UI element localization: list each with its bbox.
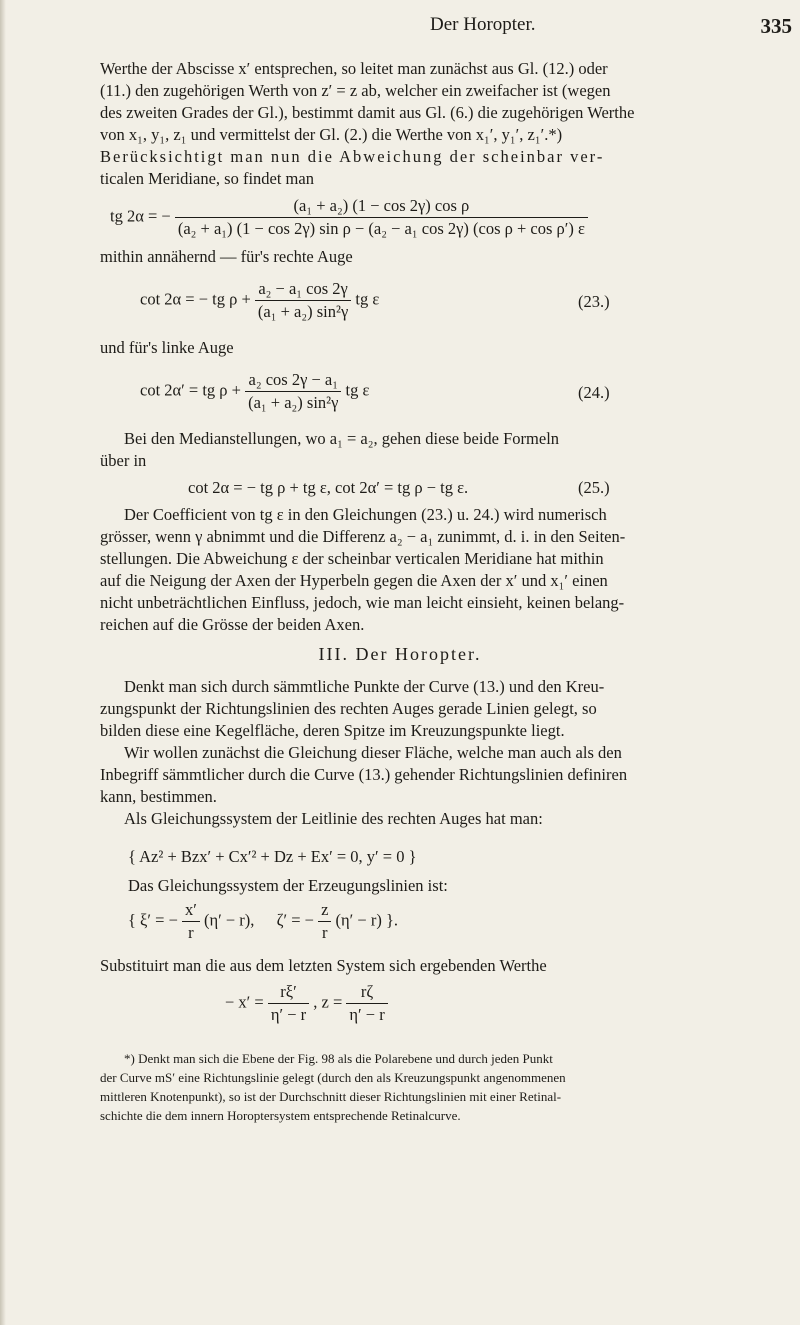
running-head: Der Horopter. bbox=[430, 14, 536, 35]
section-heading: III. Der Horopter. bbox=[318, 644, 482, 664]
fraction-numerator: a₂ cos 2γ − a₁ bbox=[245, 370, 341, 392]
equation-text: cot 2α = − tg ρ + tg ε, cot 2α′ = tg ρ − tg ε. bbox=[188, 478, 469, 497]
equation-part: − x′ = bbox=[225, 992, 264, 1012]
equation-text: { Az² + Bzx′ + Cx′² + Dz + Ex′ = 0, y′ = 0 } bbox=[128, 847, 417, 866]
paragraph-5 bbox=[100, 676, 793, 830]
text-line: kann, bestimmen. bbox=[100, 787, 217, 806]
equation-23 bbox=[140, 279, 379, 322]
text-line: reichen auf die Grösse der beiden Axen. bbox=[100, 615, 365, 634]
footnote-line: der Curve mS′ eine Richtungslinie gelegt (durch den als Kreuzungspunkt angenommenen bbox=[100, 1070, 566, 1085]
fraction-denominator: r bbox=[188, 923, 194, 942]
equation-fraction bbox=[245, 370, 341, 413]
fraction-numerator: rζ bbox=[346, 982, 387, 1004]
fraction-numerator: z bbox=[318, 900, 331, 922]
equation-lhs: tg 2α = − bbox=[110, 206, 171, 226]
equation-lhs: cot 2α = − tg ρ + bbox=[140, 289, 251, 309]
equation-fraction bbox=[318, 900, 331, 943]
equation-fraction bbox=[346, 982, 387, 1025]
spaced-emphasis: Berücksichtigt man nun die Abweichung der scheinbar ver- bbox=[100, 147, 605, 166]
text-line: (11.) den zugehörigen Werth von z′ = z ab, welcher ein zweifacher ist (wegen bbox=[100, 81, 611, 100]
equation-part: (η′ − r) bbox=[335, 910, 382, 930]
text-line: mithin annähernd — für's rechte Auge bbox=[100, 247, 353, 266]
page-header bbox=[100, 14, 792, 44]
text-substituirt bbox=[100, 955, 793, 977]
text-line: Als Gleichungssystem der Leitlinie des rechten Auges hat man: bbox=[124, 809, 543, 828]
equation-part: ζ′ = − bbox=[276, 910, 314, 930]
fraction-denominator: (a₂ + a₁) (1 − cos 2γ) sin ρ − (a₂ − a₁ cos 2γ) (cos ρ + cos ρ′) ε bbox=[177, 219, 585, 238]
text-line: ticalen Meridiane, so findet man bbox=[100, 169, 314, 188]
text-line: bilden diese eine Kegelfläche, deren Spitze im Kreuzungspunkte liegt. bbox=[100, 721, 565, 740]
text-line: Das Gleichungssystem der Erzeugungslinien ist: bbox=[128, 876, 448, 895]
equation-rhs: tg ε bbox=[355, 289, 380, 309]
text-line: stellungen. Die Abweichung ε der scheinbar verticalen Meridiane hat mithin bbox=[100, 549, 604, 568]
fraction-numerator: rξ′ bbox=[268, 982, 309, 1004]
equation-part: , z = bbox=[313, 992, 343, 1012]
footnote-line: *) Denkt man sich die Ebene der Fig. 98 als die Polarebene und durch jeden Punkt bbox=[124, 1051, 553, 1066]
text-line: Substituirt man die aus dem letzten System sich ergebenden Werthe bbox=[100, 956, 547, 975]
equation-rhs: tg ε bbox=[345, 380, 370, 400]
fraction-denominator: r bbox=[321, 923, 328, 942]
text-line: des zweiten Grades der Gl.), bestimmt damit aus Gl. (6.) die zugehörigen Werthe bbox=[100, 103, 635, 122]
footnote-line: schichte die dem innern Horoptersystem entsprechende Retinalcurve. bbox=[100, 1108, 461, 1123]
equation-fraction bbox=[182, 900, 200, 943]
equation-tg2a bbox=[110, 196, 588, 239]
equation-part: ξ′ = − bbox=[140, 910, 178, 930]
equation-number-25: (25.) bbox=[578, 478, 610, 497]
equation-fraction bbox=[255, 279, 351, 322]
text-line: und für's linke Auge bbox=[100, 338, 234, 357]
equation-erzeugungslinien: { ξ′ = − $\frac{x'}{r}$ (η′ − r), ζ′ = − $\frac{z}{r}$ (η′ − r) }. bbox=[128, 900, 398, 942]
equation-number-24: (24.) bbox=[578, 383, 610, 402]
text-line: zungspunkt der Richtungslinien des rechten Auges gerade Linien gelegt, so bbox=[100, 699, 597, 718]
text-line: Werthe der Abscisse x′ entsprechen, so leitet man zunächst aus Gl. (12.) oder bbox=[100, 59, 608, 78]
equation-part: (η′ − r), bbox=[203, 910, 255, 930]
text-line: Denkt man sich durch sämmtliche Punkte der Curve (13.) und den Kreu- bbox=[124, 677, 605, 696]
footnote-line: mittleren Knotenpunkt), so ist der Durchschnitt dieser Richtungslinien mit einer Retinal- bbox=[100, 1089, 562, 1104]
fraction-denominator: (a₁ + a₂) sin²γ bbox=[257, 302, 349, 321]
equation-fraction bbox=[268, 982, 309, 1025]
equation-fraction bbox=[175, 196, 588, 239]
equation-leitlinie bbox=[128, 847, 416, 867]
fraction-numerator: x′ bbox=[182, 900, 200, 922]
paragraph-3 bbox=[100, 428, 793, 472]
text-line: Wir wollen zunächst die Gleichung dieser Fläche, welche man auch als den bbox=[124, 743, 622, 762]
footnote bbox=[100, 1049, 793, 1125]
fraction-denominator: η′ − r bbox=[349, 1005, 385, 1024]
text-mithin bbox=[100, 246, 793, 268]
text-links bbox=[100, 337, 793, 359]
text-line: Bei den Medianstellungen, wo a₁ = a₂, gehen diese beide Formeln bbox=[124, 429, 560, 448]
page-number: 335 bbox=[760, 14, 792, 38]
fraction-denominator: (a₁ + a₂) sin²γ bbox=[248, 393, 339, 412]
equation-24 bbox=[140, 370, 369, 413]
text-line: von x₁, y₁, z₁ und vermittelst der Gl. (2.) die Werthe von x₁′, y₁′, z₁′.*) bbox=[100, 125, 563, 144]
equation-25 bbox=[188, 478, 468, 498]
equation-substitution bbox=[225, 982, 388, 1025]
fraction-numerator: a₂ − a₁ cos 2γ bbox=[255, 279, 351, 301]
text-line: grösser, wenn γ abnimmt und die Differenz a₂ − a₁ zunimmt, d. i. in den Seiten- bbox=[100, 527, 626, 546]
text-line: über in bbox=[100, 451, 147, 470]
fraction-denominator: η′ − r bbox=[270, 1005, 307, 1024]
equation-lhs: cot 2α′ = tg ρ + bbox=[140, 380, 241, 400]
text-line: nicht unbeträchtlichen Einfluss, jedoch, wie man leicht einsieht, keinen belang- bbox=[100, 593, 625, 612]
text-line: Inbegriff sämmtlicher durch die Curve (13.) gehender Richtungslinien definiren bbox=[100, 765, 628, 784]
text-line: Der Coefficient von tg ε in den Gleichungen (23.) u. 24.) wird numerisch bbox=[124, 505, 607, 524]
equation-number-23: (23.) bbox=[578, 292, 610, 311]
text-line-spaced bbox=[100, 146, 793, 168]
text-erzeugung bbox=[100, 875, 793, 897]
paragraph-4 bbox=[100, 504, 793, 636]
fraction-numerator: (a₁ + a₂) (1 − cos 2γ) cos ρ bbox=[175, 196, 588, 218]
text-line: auf die Neigung der Axen der Hyperbeln gegen die Axen der x′ und x₁′ einen bbox=[100, 571, 608, 590]
paragraph-1 bbox=[100, 58, 793, 190]
